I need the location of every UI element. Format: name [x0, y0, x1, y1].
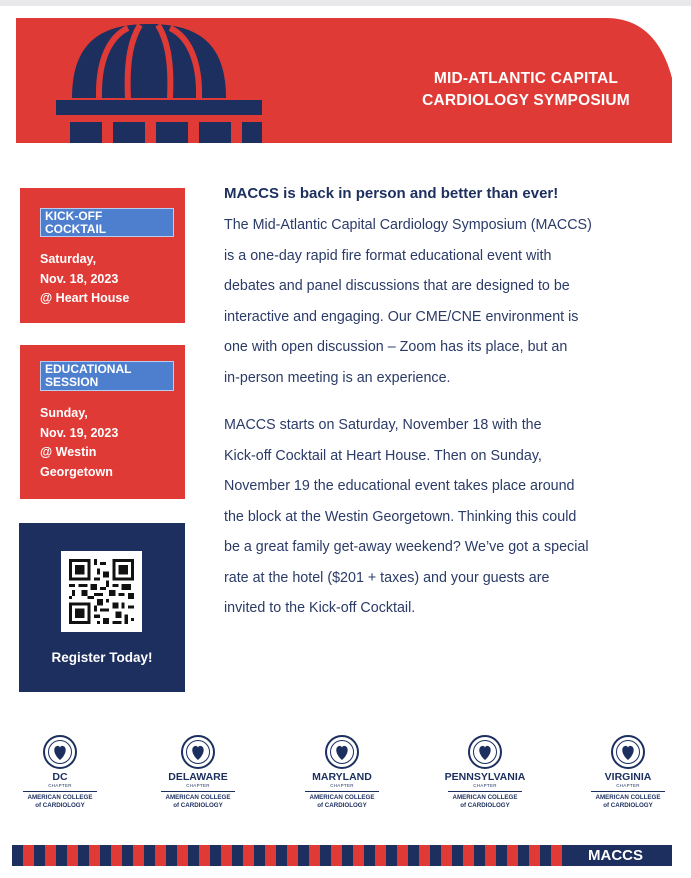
chapter-org-line1: AMERICAN COLLEGE: [452, 794, 518, 801]
acc-seal-icon: [43, 735, 77, 769]
chapter-org-line2: of CARDIOLOGY: [317, 801, 367, 809]
event-tag-line2: COCKTAIL: [45, 222, 107, 236]
paragraph-line: in-person meeting is an experience.: [224, 369, 451, 386]
top-divider: [0, 0, 691, 6]
chapter-org-line2: of CARDIOLOGY: [603, 801, 653, 809]
chapter-org-line2: of CARDIOLOGY: [460, 801, 510, 809]
paragraph-line: The Mid-Atlantic Capital Cardiology Symposium (MACCS): [224, 217, 592, 233]
paragraph-line: the block at the Westin Georgetown. Thinking this could: [224, 508, 577, 525]
chapter-divider: [591, 791, 665, 792]
symposium-title-line1: MID-ATLANTIC CAPITAL: [433, 70, 619, 87]
event-tag-line2: SESSION: [45, 375, 99, 389]
footer-stripes: [12, 845, 672, 866]
event-tag-line1: EDUCATIONAL: [45, 362, 132, 376]
footer-maccs-label: MACCS: [588, 847, 643, 864]
event-date-line1: Sunday,: [40, 406, 88, 420]
acc-seal-icon: [468, 735, 502, 769]
chapter-logo-dc: [0, 735, 120, 809]
paragraph-line: November 19 the educational event takes place around: [224, 478, 575, 494]
paragraph-line: be a great family get-away weekend? We’ve got a special: [224, 539, 589, 555]
paragraph-line: invited to the Kick-off Cocktail.: [224, 600, 416, 616]
chapter-name: VIRGINIA: [604, 771, 652, 783]
paragraph-line: is a one-day rapid fire format educational event with: [224, 247, 552, 264]
event-date-line4: Georgetown: [40, 464, 113, 479]
educational-session-card: [20, 345, 185, 499]
chapter-divider: [23, 791, 97, 792]
event-date-line1: Saturday,: [40, 252, 97, 266]
chapter-logo-pennsylvania: [425, 735, 545, 809]
chapter-logo-virginia: [568, 735, 688, 809]
chapter-divider: [161, 791, 235, 792]
qr-code[interactable]: [61, 551, 142, 632]
acc-seal-icon: [611, 735, 645, 769]
chapter-logo-maryland: [282, 735, 402, 809]
event-date-line2: Nov. 18, 2023: [40, 271, 119, 286]
chapter-sub: CHAPTER: [186, 783, 210, 788]
chapter-sub: CHAPTER: [473, 783, 497, 788]
chapter-name: DELAWARE: [168, 771, 228, 783]
chapter-name: MARYLAND: [312, 771, 372, 783]
chapter-divider: [305, 791, 379, 792]
details-paragraph: [224, 410, 664, 624]
intro-paragraph: [224, 210, 664, 393]
paragraph-line: interactive and engaging. Our CME/CNE environment is: [224, 308, 579, 325]
paragraph-line: debates and panel discussions that are designed to be: [224, 278, 570, 294]
event-tag: [40, 361, 174, 391]
event-tag: [40, 208, 174, 237]
footer-bar: [12, 845, 672, 866]
chapter-org-line1: AMERICAN COLLEGE: [595, 794, 661, 801]
paragraph-line: rate at the hotel ($201 + taxes) and your guests are: [224, 569, 550, 586]
event-date-line3: @ Westin: [40, 445, 97, 459]
chapter-logos: [0, 735, 691, 825]
chapter-sub: CHAPTER: [616, 783, 640, 788]
paragraph-line: Kick-off Cocktail at Heart House. Then on Sunday,: [224, 447, 542, 464]
symposium-title: [376, 68, 676, 112]
chapter-name: PENNSYLVANIA: [444, 771, 526, 783]
symposium-title-line2: CARDIOLOGY SYMPOSIUM: [422, 92, 630, 109]
chapter-sub: CHAPTER: [330, 783, 354, 788]
headline: MACCS is back in person and better than ever!: [224, 185, 559, 202]
chapter-org-line2: of CARDIOLOGY: [35, 801, 85, 809]
event-date: [40, 250, 180, 309]
event-tag-line1: KICK-OFF: [45, 209, 103, 223]
register-box[interactable]: [19, 523, 185, 692]
paragraph-line: one with open discussion – Zoom has its place, but an: [224, 339, 568, 355]
kickoff-cocktail-card: [20, 188, 185, 323]
chapter-sub: CHAPTER: [48, 783, 72, 788]
qr-code-icon: [69, 559, 134, 624]
header-banner: [16, 18, 672, 143]
acc-seal-icon: [325, 735, 359, 769]
chapter-org-line2: of CARDIOLOGY: [173, 801, 223, 809]
chapter-org-line1: AMERICAN COLLEGE: [165, 794, 231, 801]
event-date-line2: Nov. 19, 2023: [40, 425, 119, 440]
event-date: [40, 404, 180, 482]
chapter-logo-delaware: [138, 735, 258, 809]
paragraph-line: MACCS starts on Saturday, November 18 with the: [224, 417, 542, 433]
register-today-label[interactable]: Register Today!: [51, 650, 153, 665]
chapter-name: DC: [52, 771, 68, 783]
chapter-org-line1: AMERICAN COLLEGE: [27, 794, 93, 801]
chapter-org-line1: AMERICAN COLLEGE: [309, 794, 375, 801]
chapter-divider: [448, 791, 522, 792]
acc-seal-icon: [181, 735, 215, 769]
event-date-line3: @ Heart House: [40, 291, 130, 305]
